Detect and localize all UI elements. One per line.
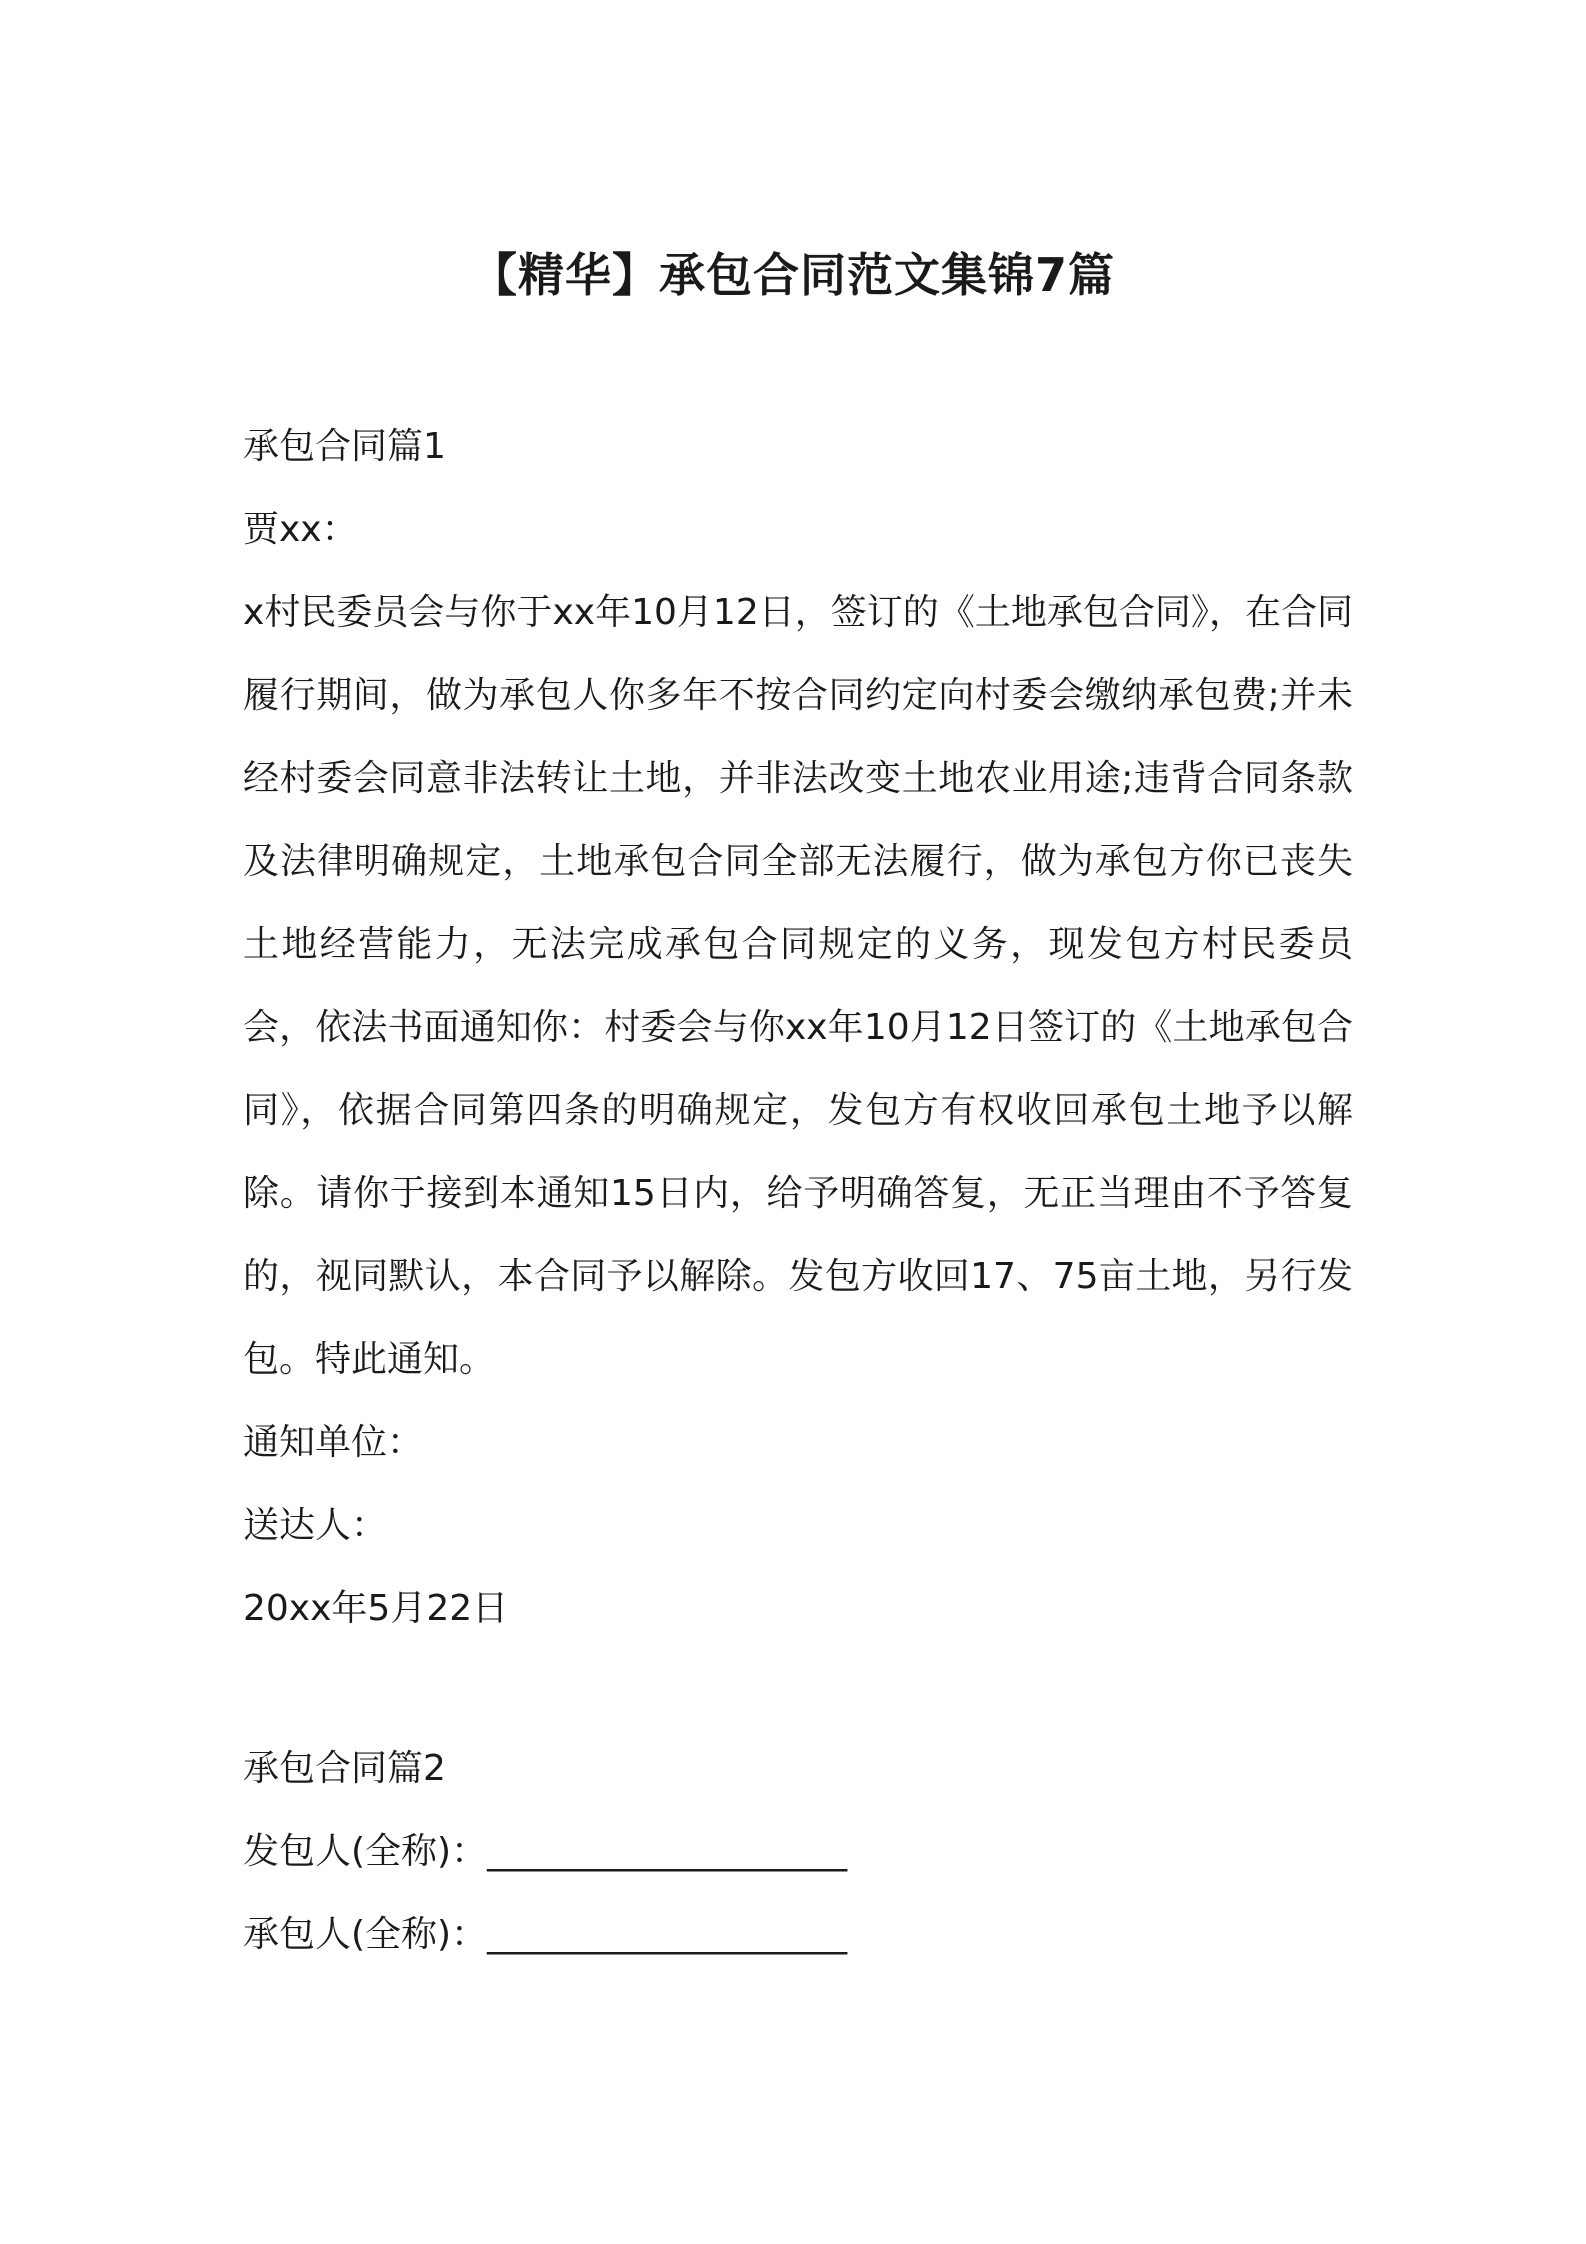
- notice-date: 20xx年5月22日: [243, 1588, 509, 1629]
- deliverer-label: 送达人：: [243, 1505, 388, 1546]
- contractor-name-line: 承包人(全称)：____________________: [243, 1914, 848, 1955]
- section-heading: 承包合同篇2: [243, 1748, 446, 1789]
- document-content: [243, 405, 1353, 1976]
- section-heading: 承包合同篇1: [243, 426, 446, 467]
- document-title: 【精华】承包合同范文集锦7篇: [470, 247, 1115, 302]
- notifying-unit-label: 通知单位：: [243, 1422, 424, 1463]
- notice-body: x村民委员会与你于xx年10月12日，签订的《土地承包合同》，在合同履行期间，做为承包人你多年不按合同约定向村委会缴纳承包费;并未经村委会同意非法转让土地，并非法改变土地农业用途;违背合同条款及法律明确规定，土地承包合同全部无法履行，做为承包方你已丧失土地经营能力，无法完成承包合同规定的义务，现发包方村民委员会，依法书面通知你：村委会与你xx年10月12日签订的《土地承包合同》，依据合同第四条的明确规定，发包方有权收回承包土地予以解除。请你于接到本通知15日内，给予明确答复，无正当理由不予答复的，视同默认，本合同予以解除。发包方收回17、75亩土地，另行发包。特此通知。: [243, 592, 1353, 1380]
- section-spacer: [243, 1650, 1353, 1727]
- salutation: 贾xx：: [243, 509, 358, 550]
- employer-name-line: 发包人(全称)：____________________: [243, 1831, 848, 1872]
